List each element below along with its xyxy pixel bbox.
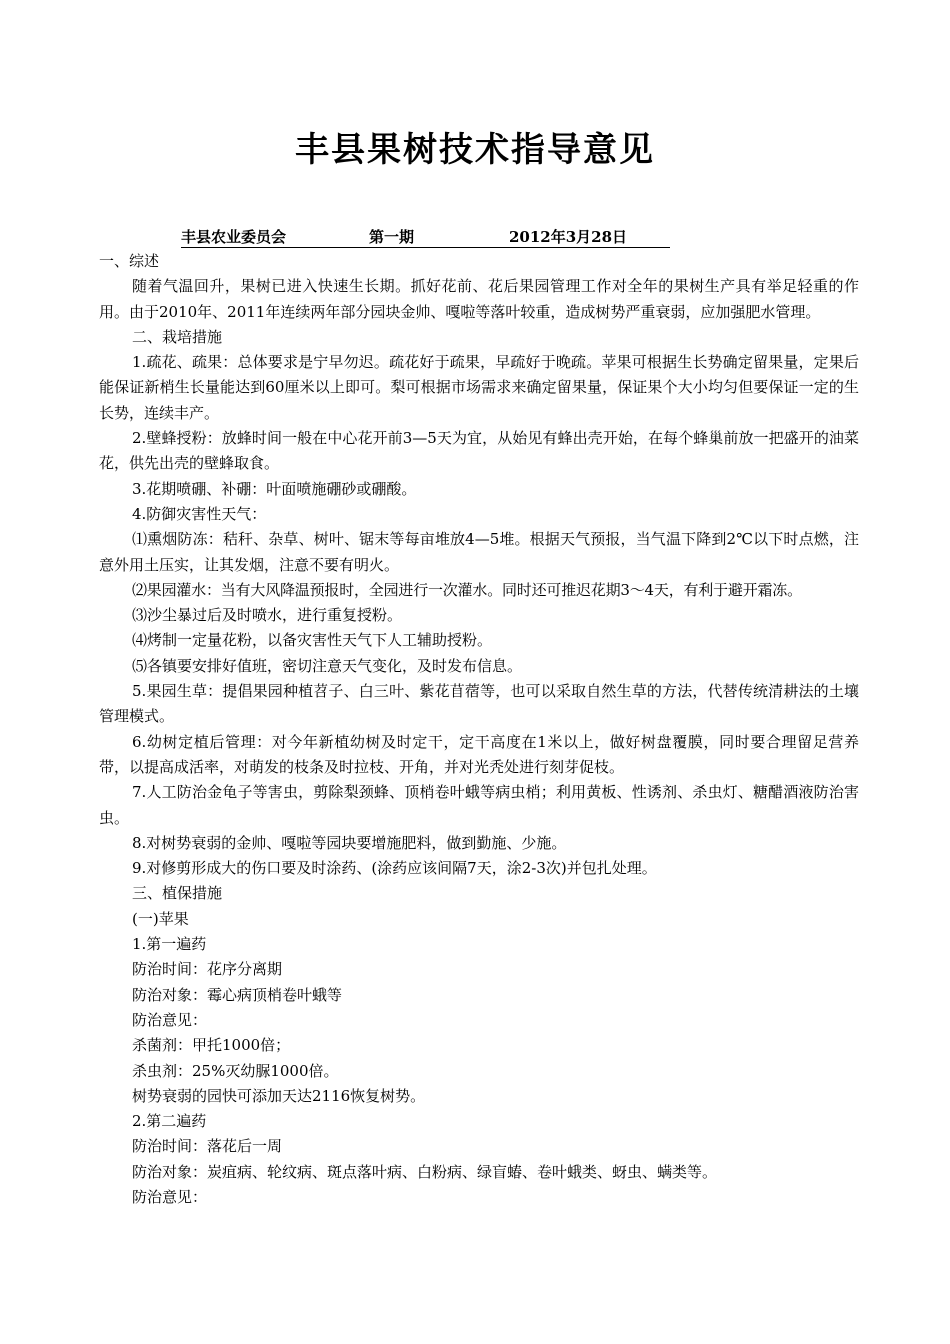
paragraph: 2.壁蜂授粉：放蜂时间一般在中心花开前3—5天为宜，从始见有蜂出壳开始，在每个蜂巢前放一把盛开的油菜花，供先出壳的壁蜂取食。 <box>99 429 859 473</box>
paragraph: 防治时间：落花后一周 <box>132 1137 283 1156</box>
paragraph: 9.对修剪形成大的伤口要及时涂药、(涂药应该间隔7天，涂2-3次)并包扎处理。 <box>132 859 657 878</box>
paragraph: 3.花期喷硼、补硼：叶面喷施硼砂或硼酸。 <box>132 479 417 498</box>
paragraph: 三、植保措施 <box>132 884 223 903</box>
paragraph: 防治对象：炭疽病、轮纹病、斑点落叶病、白粉病、绿盲蝽、卷叶蛾类、蚜虫、螨类等。 <box>132 1162 718 1181</box>
paragraph: (一)苹果 <box>132 909 189 928</box>
paragraph: 一、综述 <box>99 252 160 270</box>
paragraph: 杀虫剂：25%灭幼脲1000倍。 <box>132 1061 339 1080</box>
paragraph: 防治意见： <box>132 1010 208 1029</box>
paragraph: 5.果园生草：提倡果园种植苕子、白三叶、紫花苜蓿等，也可以采取自然生草的方法，代替传统清耕法的土壤管理模式。 <box>99 682 859 726</box>
paragraph: 防治时间：花序分离期 <box>132 960 283 979</box>
paragraph: 杀菌剂：甲托1000倍； <box>132 1036 291 1055</box>
paragraph: 7.人工防治金龟子等害虫，剪除梨颈蜂、顶梢卷叶蛾等病虫梢；利用黄板、性诱剂、杀虫灯、糖醋酒液防治害虫。 <box>99 783 859 827</box>
paragraph: ⑷烤制一定量花粉，以备灾害性天气下人工辅助授粉。 <box>132 631 493 650</box>
issue-number: 第一期 <box>369 228 415 246</box>
paragraph: ⑸各镇要安排好值班，密切注意天气变化，及时发布信息。 <box>132 656 523 675</box>
issue-date: 2012年3月28日 <box>509 228 628 246</box>
paragraph: 防治对象：霉心病顶梢卷叶蛾等 <box>132 985 343 1004</box>
paragraph: 4.防御灾害性天气： <box>132 504 267 523</box>
paragraph: 树势衰弱的园快可添加天达2116恢复树势。 <box>132 1086 426 1105</box>
paragraph: 6.幼树定植后管理：对今年新植幼树及时定干，定干高度在1米以上，做好树盘覆膜，同时要合理留足营养带，以提高成活率，对萌发的枝条及时拉枝、开角，并对光秃处进行刻芽促枝。 <box>99 732 859 776</box>
paragraph: 8.对树势衰弱的金帅、嘎啦等园块要增施肥料，做到勤施、少施。 <box>132 833 567 852</box>
document-title: 丰县果树技术指导意见 <box>295 130 655 170</box>
paragraph: 1.第一遍药 <box>132 935 207 954</box>
paragraph: ⑶沙尘暴过后及时喷水，进行重复授粉。 <box>132 606 403 625</box>
issuing-organization: 丰县农业委员会 <box>181 228 287 246</box>
document-body <box>99 249 859 1210</box>
paragraph: 1.疏花、疏果：总体要求是宁早勿迟。疏花好于疏果，早疏好于晚疏。苹果可根据生长势确定留果量，定果后能保证新梢生长量能达到60厘米以上即可。梨可根据市场需求来确定留果量，保证果个大小均匀但要保证一定的生长势，连续丰产。 <box>99 353 859 422</box>
paragraph: 防治意见： <box>132 1187 208 1206</box>
paragraph: 2.第二遍药 <box>132 1112 207 1131</box>
paragraph: ⑵果园灌水：当有大风降温预报时，全园进行一次灌水。同时还可推迟花期3～4天，有利于避开霜冻。 <box>132 580 802 599</box>
document-meta-line <box>181 227 670 248</box>
paragraph: ⑴熏烟防冻：秸秆、杂草、树叶、锯末等每亩堆放4—5堆。根据天气预报，当气温下降到2℃以下时点燃，注意外用土压实，让其发烟，注意不要有明火。 <box>99 530 859 574</box>
paragraph: 随着气温回升，果树已进入快速生长期。抓好花前、花后果园管理工作对全年的果树生产具有举足轻重的作用。由于2010年、2011年连续两年部分园块金帅、嘎啦等落叶较重，造成树势严重衰弱，应加强肥水管理。 <box>99 277 859 321</box>
paragraph: 二、栽培措施 <box>132 327 223 346</box>
